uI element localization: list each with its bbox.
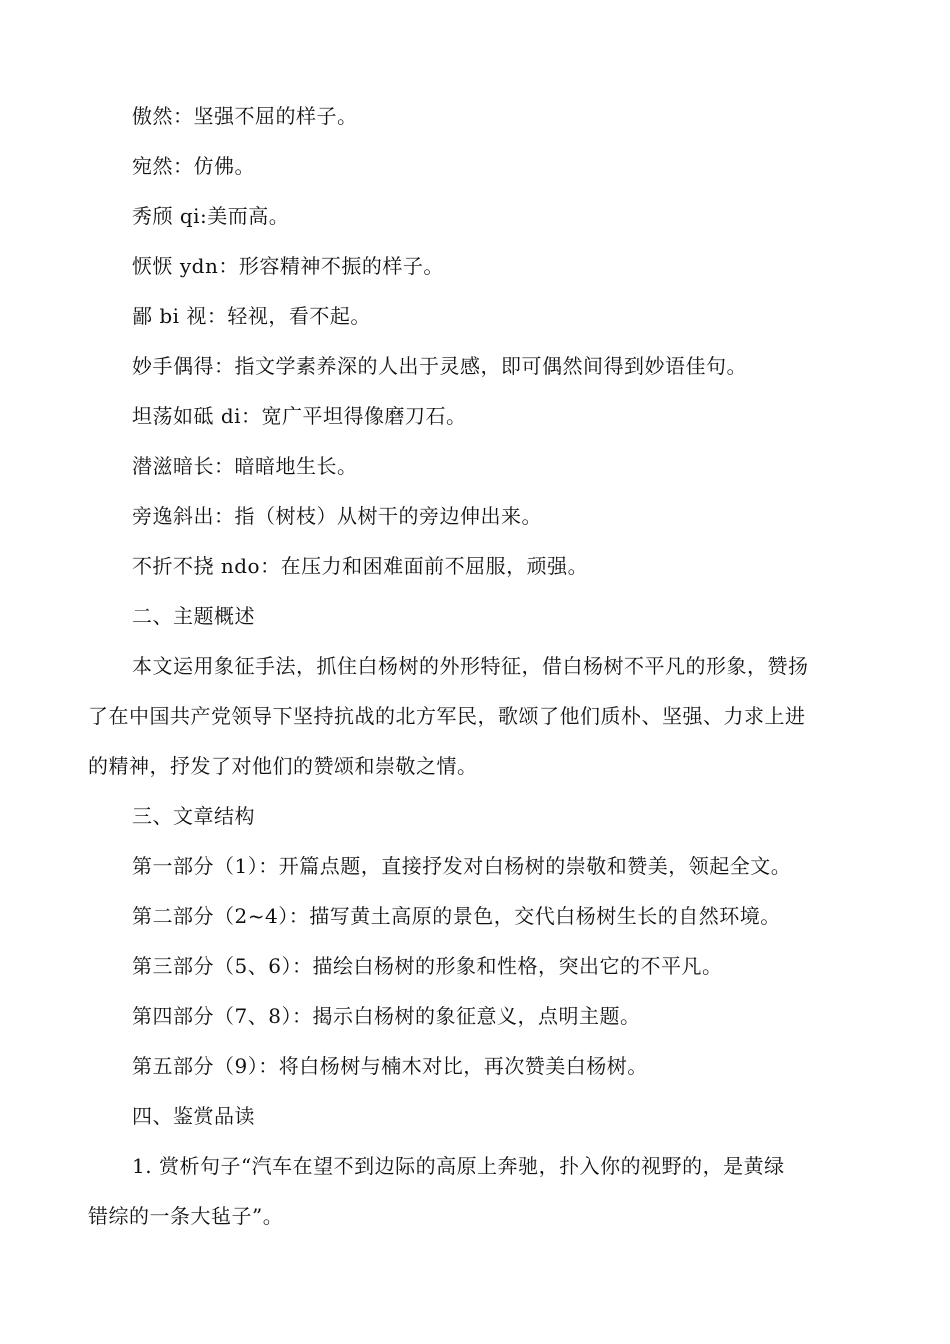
vocab-entry-tandangrudi: 坦荡如砥 di：宽广平坦得像磨刀石。: [132, 404, 467, 428]
structure-part-1: 第一部分（1）：开篇点题，直接抒发对白杨树的崇敬和赞美，领起全文。: [132, 854, 792, 878]
vocab-entry-pangyixiechu: 旁逸斜出：指（树枝）从树干的旁边伸出来。: [132, 504, 542, 528]
vocab-entry-bishi: 鄙 bi 视：轻视，看不起。: [132, 304, 371, 328]
structure-part-2: 第二部分（2~4）：描写黄土高原的景色，交代白杨树生长的自然环境。: [132, 904, 781, 928]
question-1-line-2: 错综的一条大毡子”。: [88, 1204, 284, 1228]
question-1-line-1: 1. 赏析句子“汽车在望不到边际的高原上奔驰，扑入你的视野的，是黄绿: [132, 1154, 785, 1178]
section-heading-theme: 二、主题概述: [132, 604, 255, 628]
structure-part-5: 第五部分（9）：将白杨树与楠木对比，再次赞美白杨树。: [132, 1054, 648, 1078]
section-heading-structure: 三、文章结构: [132, 804, 255, 828]
vocab-entry-wanran: 宛然：仿佛。: [132, 154, 255, 178]
structure-part-3: 第三部分（5、6）：描绘白杨树的形象和性格，突出它的不平凡。: [132, 954, 723, 978]
vocab-entry-xiuqi: 秀颀 qi:美而高。: [132, 204, 290, 228]
vocab-entry-aoran: 傲然：坚强不屈的样子。: [132, 104, 358, 128]
theme-paragraph-line-2: 了在中国共产党领导下坚持抗战的北方军民，歌颂了他们质朴、坚强、力求上进: [88, 704, 806, 728]
vocab-entry-qianzianzhang: 潜滋暗长：暗暗地生长。: [132, 454, 358, 478]
theme-paragraph-line-1: 本文运用象征手法，抓住白杨树的外形特征，借白杨树不平凡的形象，赞扬: [132, 654, 809, 678]
theme-paragraph-line-3: 的精神，抒发了对他们的赞颂和崇敬之情。: [88, 754, 478, 778]
structure-part-4: 第四部分（7、8）：揭示白杨树的象征意义，点明主题。: [132, 1004, 641, 1028]
vocab-entry-miaoshououde: 妙手偶得：指文学素养深的人出于灵感，即可偶然间得到妙语佳句。: [132, 354, 747, 378]
section-heading-appreciation: 四、鉴赏品读: [132, 1104, 255, 1128]
vocab-entry-buzhebunao: 不折不挠 ndo：在压力和困难面前不屈服，顽强。: [132, 554, 589, 578]
vocab-entry-yanyan: 恹恹 ydn：形容精神不振的样子。: [132, 254, 444, 278]
